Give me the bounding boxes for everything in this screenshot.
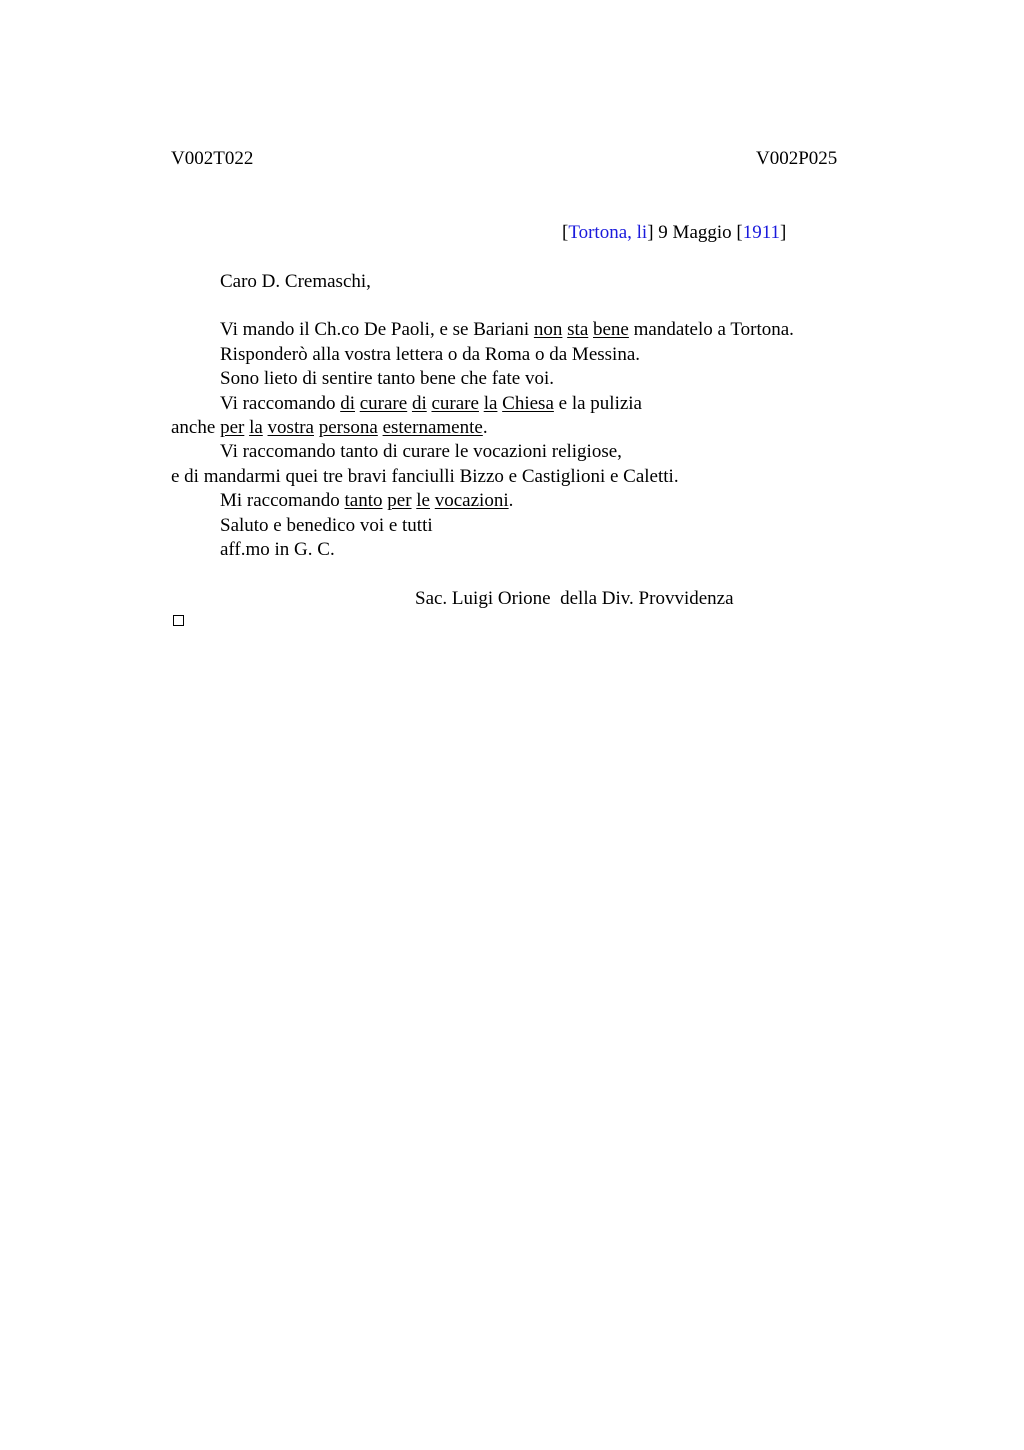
underlined-word: non xyxy=(533,319,563,340)
underlined-word: vocazioni xyxy=(434,490,509,511)
underlined-word: la xyxy=(249,417,263,438)
letter-line xyxy=(220,320,794,339)
underlined-word: tanto xyxy=(344,490,383,511)
letter-line: e di mandarmi quei tre bravi fanciulli Bizzo e Castiglioni e Caletti. xyxy=(171,466,679,487)
bracket: ] xyxy=(647,222,654,243)
letter-line: Risponderò alla vostra lettera o da Roma o da Messina. xyxy=(220,344,641,365)
underlined-word: per xyxy=(220,417,245,438)
document-reference-right: V002P025 xyxy=(756,148,838,169)
salutation: Caro D. Cremaschi, xyxy=(220,271,371,292)
letter-line xyxy=(220,491,513,510)
text-run: Mi raccomando xyxy=(220,490,345,511)
letter-line xyxy=(171,418,488,437)
underlined-word: di xyxy=(340,393,355,414)
bracket: [ xyxy=(736,222,743,243)
letter-line: Saluto e benedico voi e tutti xyxy=(220,515,433,536)
text-run: mandatelo a Tortona. xyxy=(628,319,794,340)
dateline xyxy=(562,223,786,242)
underlined-word: Chiesa xyxy=(502,393,554,414)
underlined-word: curare xyxy=(431,393,479,414)
bracket: [ xyxy=(562,222,569,243)
text-run: . xyxy=(508,490,514,511)
signature: Sac. Luigi Orione della Div. Provvidenza xyxy=(415,588,734,609)
text-run: anche xyxy=(171,417,221,438)
underlined-word: sta xyxy=(567,319,589,340)
underlined-word: bene xyxy=(593,319,629,340)
text-run: Vi mando il Ch.co De Paoli, e se Bariani xyxy=(220,319,534,340)
underlined-word: la xyxy=(483,393,498,414)
underlined-word: curare xyxy=(359,393,408,414)
text-run: . xyxy=(482,417,488,438)
year: 1911 xyxy=(742,222,781,243)
underlined-word: per xyxy=(387,490,412,511)
text-run: e la pulizia xyxy=(553,393,642,414)
underlined-word: le xyxy=(416,490,430,511)
underlined-word: esternamente xyxy=(382,417,483,438)
underlined-word: di xyxy=(411,393,427,414)
text-run: Vi raccomando xyxy=(220,393,341,414)
letter-line: aff.mo in G. C. xyxy=(220,539,335,560)
bracket: ] xyxy=(780,222,787,243)
end-marker-box xyxy=(173,615,184,626)
letter-line: Vi raccomando tanto di curare le vocazioni religiose, xyxy=(220,441,622,462)
underlined-word: vostra xyxy=(267,417,314,438)
letter-line xyxy=(220,394,642,413)
place: Tortona, li xyxy=(568,222,648,243)
letter-line: Sono lieto di sentire tanto bene che fate voi. xyxy=(220,368,554,389)
underlined-word: persona xyxy=(318,417,378,438)
document-reference-left: V002T022 xyxy=(171,148,254,169)
date: 9 Maggio xyxy=(653,222,737,243)
